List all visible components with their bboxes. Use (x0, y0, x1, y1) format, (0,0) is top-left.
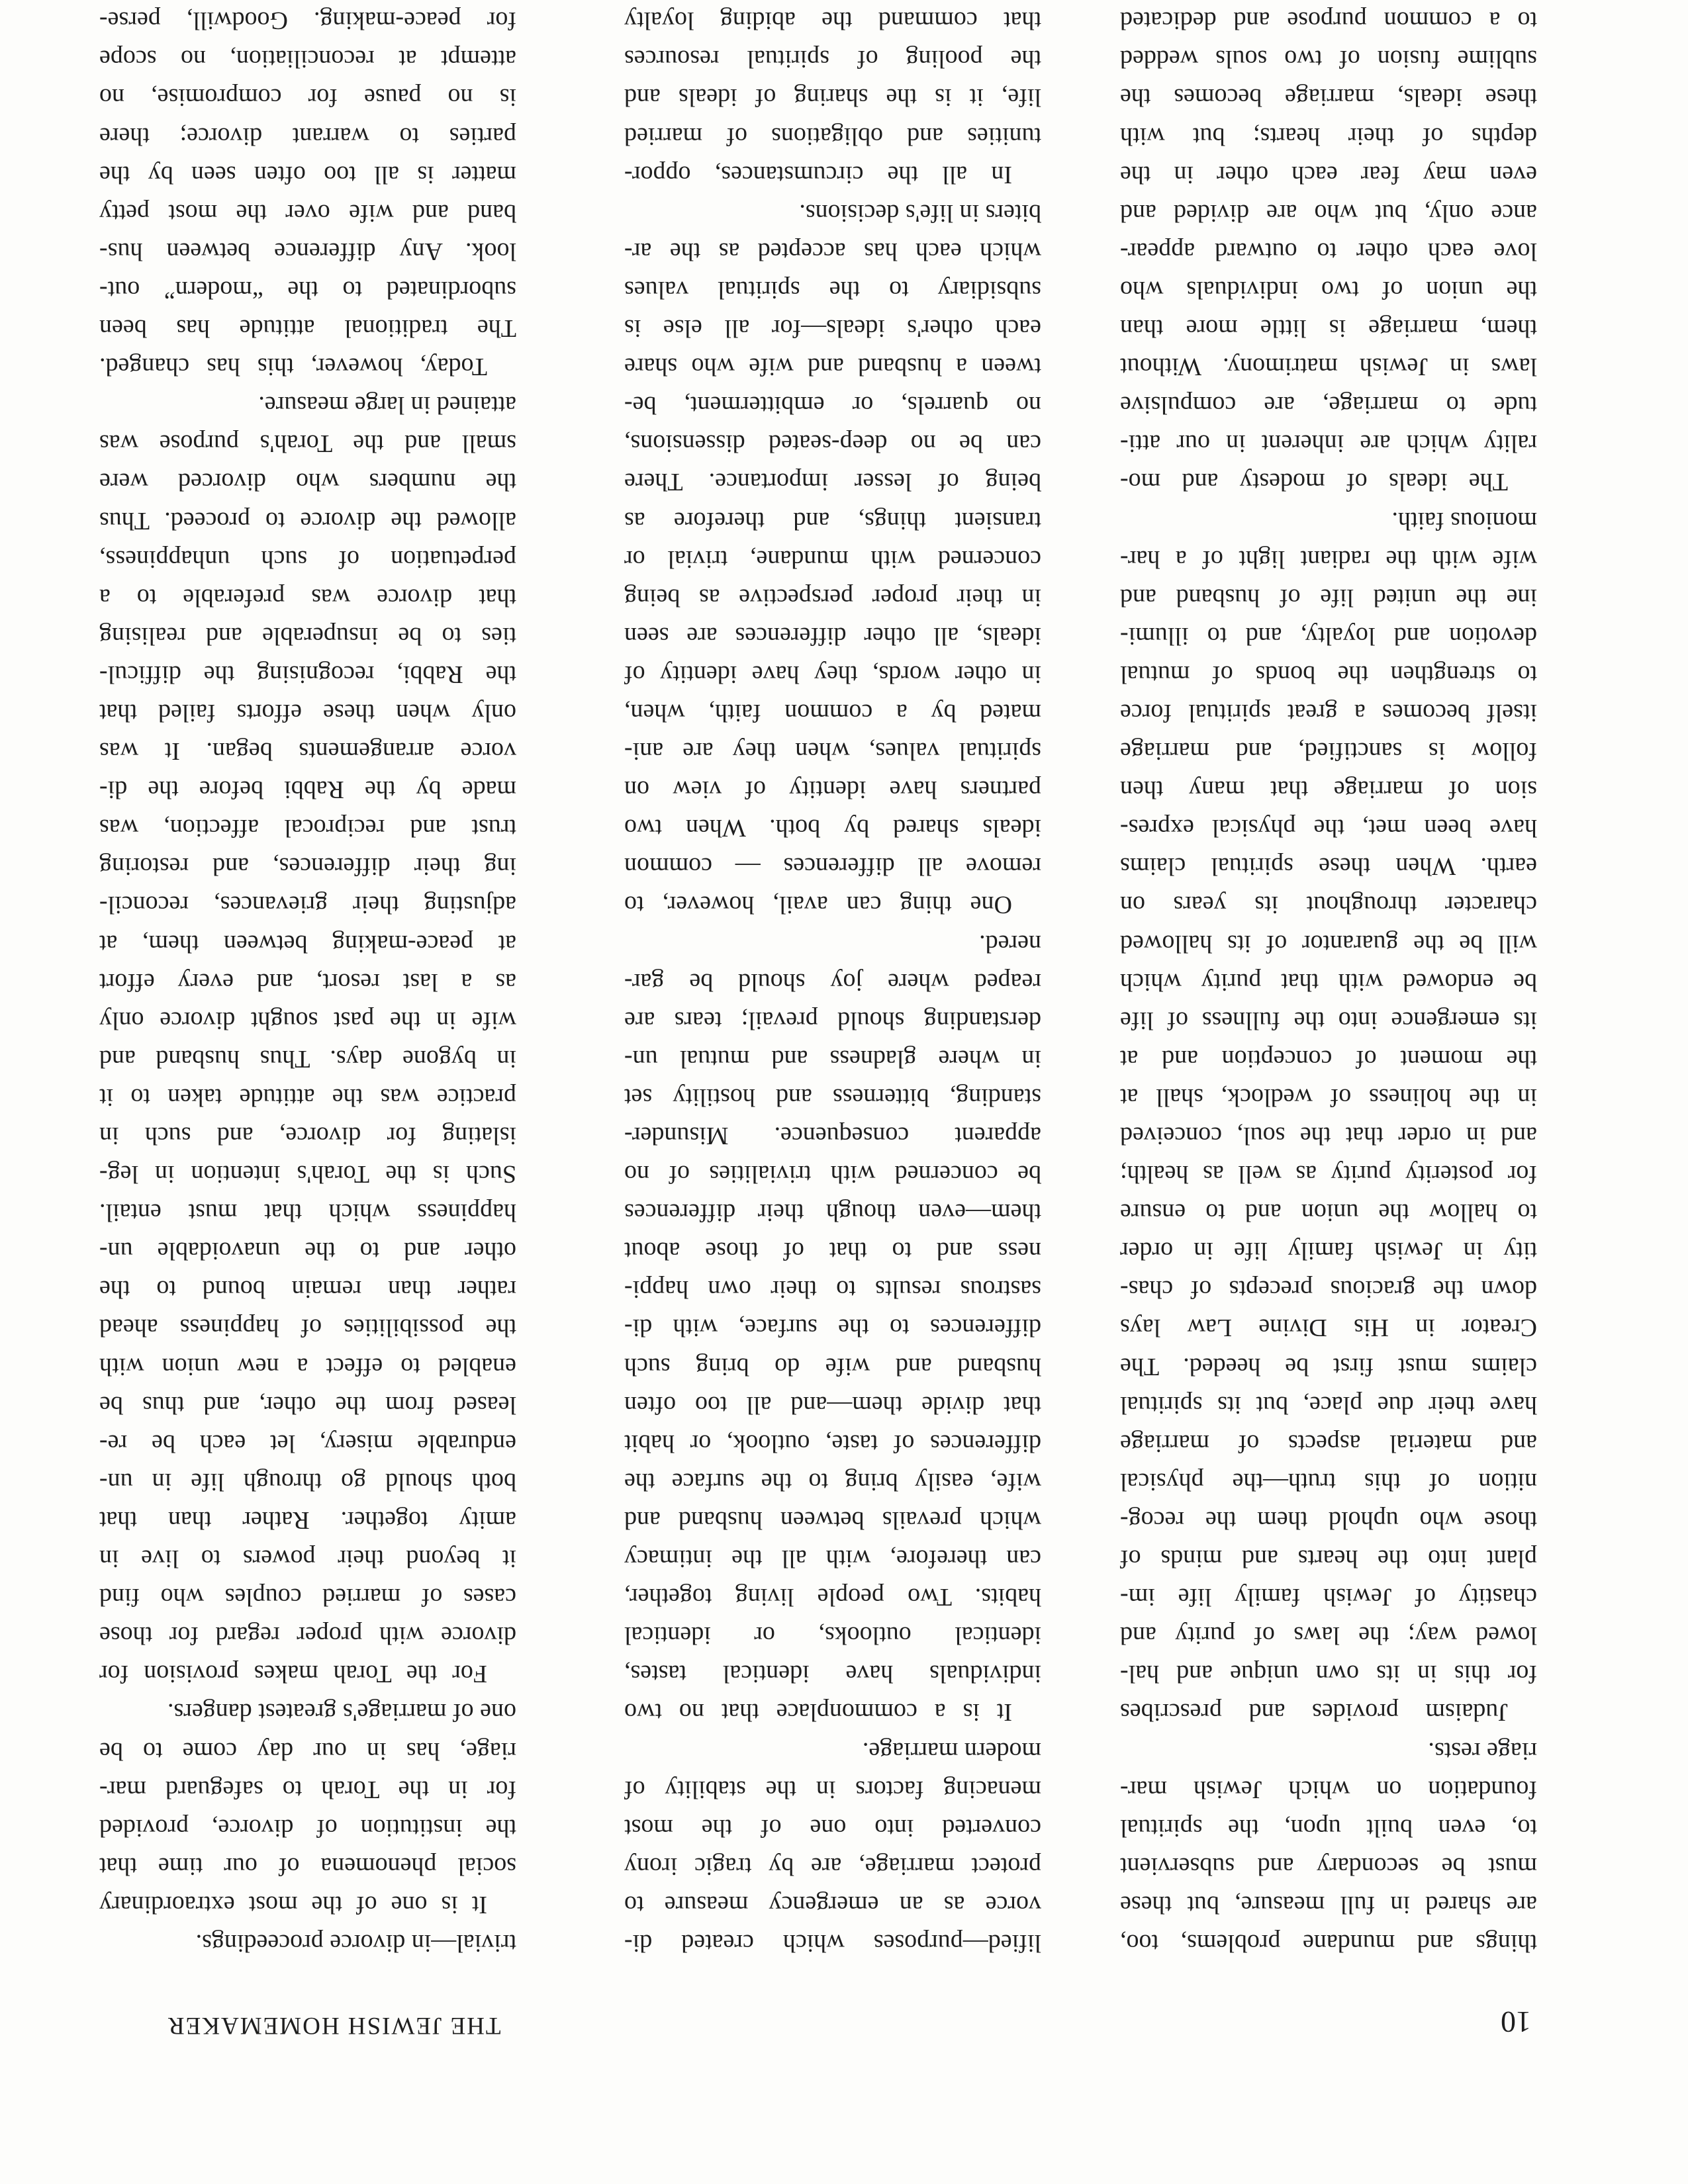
text-line: happiness which that must entail. (99, 1199, 516, 1227)
text-line: made by the Rabbi before the di- (99, 776, 516, 804)
text-line: trust and reciprocal affection, was (99, 814, 516, 842)
text-line: in the holiness of wedlock, shall at (1120, 1083, 1537, 1111)
text-line: one of marriage's greatest dangers. (167, 1698, 516, 1727)
text-line: tunities and obligations of married (624, 122, 1041, 150)
text-line: One thing can avail, however, to (624, 891, 1012, 919)
text-line: subsidiary to the spiritual values (624, 275, 1041, 304)
text-line: the union of two individuals who (1120, 275, 1537, 304)
text-line: the numbers who divorced were (99, 468, 516, 496)
text-line: ideals shared by both. When two (624, 814, 1041, 842)
text-line: claims must first be heeded. The (1120, 1352, 1537, 1381)
text-line: its emergence into the fullness of life (1120, 1006, 1537, 1034)
text-line: apparent consequence. Misunder- (624, 1122, 1041, 1150)
text-line: derstanding should prevail; tears are (624, 1006, 1041, 1034)
text-line: depths of their hearts; but with (1120, 122, 1537, 150)
text-line: adjusting their grievances, reconcil- (99, 891, 516, 919)
text-line: life, it is the sharing of ideals and (624, 83, 1041, 112)
text-line: devotion and loyalty, and to illumi- (1120, 621, 1537, 650)
text-line: down the gracious precepts of chas- (1120, 1275, 1537, 1304)
text-line: For the Torah makes provision for (99, 1660, 487, 1688)
text-line: to hallow the union and to ensure (1120, 1199, 1537, 1227)
text-line: sion of marriage that many then (1120, 776, 1537, 804)
text-line: Judaism provides and prescribes (1120, 1698, 1508, 1727)
text-line: riage rests. (1428, 1737, 1537, 1765)
text-line: trivial—in divorce proceedings. (195, 1929, 516, 1957)
text-line: the Rabbi, recognising the difficul- (99, 660, 516, 688)
text-line: even may fear each other in the (1120, 160, 1537, 189)
text-line: Creator in His Divine Law lays (1120, 1314, 1537, 1342)
text-line: ing their differences, and restoring (99, 852, 516, 881)
text-line: can be no deep-seated dissensions, (624, 430, 1041, 458)
text-line: parties to warrant divorce; there (99, 122, 516, 150)
text-line: riage, has in our day come to be (99, 1737, 516, 1765)
text-line: look. Any difference between hus- (99, 237, 516, 265)
text-line: wife with the radiant light of a har- (1120, 545, 1537, 573)
text-line: have been met, the physical expres- (1120, 814, 1537, 842)
text-line (624, 0, 1041, 1)
text-line: tude to marriage, are compulsive (1120, 391, 1537, 420)
text-line: ness and to that of those about (624, 1237, 1041, 1265)
text-line: The traditional attitude has been (99, 314, 516, 343)
text-line: being of lesser importance. There (624, 468, 1041, 496)
text-column-right (1120, 0, 1537, 1962)
text-line: endurable misery, let each be re- (99, 1429, 516, 1457)
text-line: allowed the divorce to proceed. Thus (99, 506, 516, 535)
text-line: converted into one of the most (624, 1813, 1041, 1842)
text-line: the pooling of spiritual resources (624, 45, 1041, 73)
text-line: to strengthen the bonds of mutual (1120, 660, 1537, 688)
text-line: foundation on which Jewish mar- (1120, 1775, 1537, 1803)
text-line: the moment of conception and at (1120, 1044, 1537, 1073)
text-line: other and to the unavoidable un- (99, 1237, 516, 1265)
text-line (99, 0, 516, 1)
text-line: for peace-making. Goodwill, perse- (99, 7, 516, 35)
text-line: monious faith. (1391, 506, 1537, 535)
text-line: in other words, they have identity of (624, 660, 1041, 688)
text-line: vorce arrangements began. It was (99, 737, 516, 766)
text-line: mated by a common faith, when, (624, 699, 1041, 727)
text-line: habits. Two people living together, (624, 1583, 1041, 1612)
text-line: identical outlooks, or identical (624, 1621, 1041, 1650)
text-line: cases of married couples who find (99, 1583, 516, 1612)
text-line: things and mundane problems, too, (1120, 1929, 1537, 1957)
text-line: in bygone days. Thus husband and (99, 1044, 516, 1073)
text-line: laws in Jewish matrimony. Without (1120, 353, 1537, 381)
text-line: enabled to effect a new union with (99, 1352, 516, 1381)
running-head: THE JEWISH HOMEMAKER (167, 2012, 501, 2039)
text-line: differences of taste, outlook, or habit (624, 1429, 1041, 1457)
text-line: It is one of the most extraordinary (99, 1890, 487, 1919)
text-line: divorce with proper regard for those (99, 1621, 516, 1650)
text-line: and in order that the soul, conceived (1120, 1122, 1537, 1150)
text-line: husband and wife do bring such (624, 1352, 1041, 1381)
text-line: have their due place, but its spiritual (1120, 1390, 1537, 1419)
text-line: the institution of divorce, provided (99, 1813, 516, 1842)
text-line: and material aspects of marriage (1120, 1429, 1537, 1457)
text-line: those who uphold them the recog- (1120, 1506, 1537, 1534)
text-line: them, marriage is little more than (1120, 314, 1537, 343)
text-line: ine the united life of husband and (1120, 583, 1537, 612)
text-line: in their proper perspective as being (624, 583, 1041, 612)
text-line: these ideals, marriage becomes the (1120, 83, 1537, 112)
text-line: remove all differences — common (624, 852, 1041, 881)
text-line: as a last resort, and every effort (99, 968, 516, 996)
text-line: reaped where joy should be gar- (624, 968, 1041, 996)
text-line: attempt at reconciliation, no scope (99, 45, 516, 73)
text-line: follow is sanctified, and marriage (1120, 737, 1537, 766)
text-line: biters in life's decisions. (799, 199, 1041, 227)
text-line: leased from the other, and thus be (99, 1390, 516, 1419)
text-line: each other's ideals—for all else is (624, 314, 1041, 343)
text-line: in where gladness and mutual un- (624, 1044, 1041, 1073)
text-line: transient things, and therefore as (624, 506, 1041, 535)
text-line: chastity of Jewish family life im- (1120, 1583, 1537, 1612)
text-line: is no pause for compromise, no (99, 83, 516, 112)
text-line: subordinated to the “modern” out- (99, 275, 516, 304)
text-line: for in the Torah to safeguard mar- (99, 1775, 516, 1803)
text-line: In all the circumstances, oppor- (624, 160, 1012, 189)
text-line: that divorce was preferable to a (99, 583, 516, 612)
text-line: for posterity purity as well as health; (1120, 1160, 1537, 1189)
text-line: ties to be insuperable and realising (99, 621, 516, 650)
page-number: 10 (1501, 2005, 1531, 2039)
text-line: nition of this truth—the physical (1120, 1467, 1537, 1496)
text-line: concerned with mundane, trivial or (624, 545, 1041, 573)
text-line: social phenomena of our time that (99, 1852, 516, 1880)
text-line: that command the abiding loyalty (624, 7, 1041, 35)
text-line: vorce as an emergency measure to (624, 1890, 1041, 1919)
text-column-left (99, 0, 516, 1962)
text-line: Today, however, this has changed. (99, 353, 487, 381)
text-line: itself becomes a great spiritual force (1120, 699, 1537, 727)
text-line: wife in the past sought divorce only (99, 1006, 516, 1034)
text-line: character throughout its years on (1120, 891, 1537, 919)
text-line: at peace-making between them, at (99, 929, 516, 958)
text-line: must be secondary and subservient (1120, 1852, 1537, 1880)
text-line: differences to the surface, with di- (624, 1314, 1041, 1342)
text-line: wife, easily bring to the surface the (624, 1467, 1041, 1496)
text-line: matter is all too often seen by the (99, 160, 516, 189)
text-line: can therefore, with all the intimacy (624, 1545, 1041, 1573)
text-line: them—even though their differences (624, 1199, 1041, 1227)
text-line: partners have identity of view on (624, 776, 1041, 804)
text-line: protect marriage, are by tragic irony (624, 1852, 1041, 1880)
text-line: The ideals of modesty and mo- (1120, 468, 1508, 496)
text-line: attained in large measure. (258, 391, 516, 420)
text-line: lowed way; the laws of purity and (1120, 1621, 1537, 1650)
text-line: rather than remain bound to the (99, 1275, 516, 1304)
text-line: the possibilities of happiness ahead (99, 1314, 516, 1342)
text-line: be concerned with trivialities of no (624, 1160, 1041, 1189)
text-line: band and wife over the most petty (99, 199, 516, 227)
text-line: sastrous results to their own happi- (624, 1275, 1041, 1304)
text-line: tity in Jewish family life in order (1120, 1237, 1537, 1265)
text-line: only when these efforts failed that (99, 699, 516, 727)
text-line: ideals, all other differences are seen (624, 621, 1041, 650)
text-line: nered. (979, 929, 1041, 958)
text-line: it beyond their powers to live in (99, 1545, 516, 1573)
text-line: Such is the Torah's intention in leg- (99, 1160, 516, 1189)
text-line: individuals have identical tastes, (624, 1660, 1041, 1688)
text-line: no quarrels, or embitterment, be- (624, 391, 1041, 420)
text-line: plant into the hearts and minds of (1120, 1545, 1537, 1573)
text-line: tween a husband and wife who share (624, 353, 1041, 381)
text-line: rality which are inherent in our atti- (1120, 430, 1537, 458)
text-line: be endowed with that purity which (1120, 968, 1537, 996)
text-line: modern marriage. (862, 1737, 1041, 1765)
text-line: to a common purpose and dedicated (1120, 7, 1537, 35)
text-line: menacing factors in the stability of (624, 1775, 1041, 1803)
text-line: lified—purposes which created di- (624, 1929, 1041, 1957)
text-line: It is a commonplace that no two (624, 1698, 1012, 1727)
text-line: will be the guarantor of its hallowed (1120, 929, 1537, 958)
text-line: that divide them—and all too often (624, 1390, 1041, 1419)
text-line: which each has accepted as the ar- (624, 237, 1041, 265)
text-line: amity together. Rather than that (99, 1506, 516, 1534)
text-line: spiritual values, when they are ani- (624, 737, 1041, 766)
text-line: sublime fusion of two souls wedded (1120, 45, 1537, 73)
text-line: perpetuation of such unhappiness, (99, 545, 516, 573)
text-line: earth. When these spiritual claims (1120, 852, 1537, 881)
text-line: small and the Torah's purpose was (99, 430, 516, 458)
text-line: love each other to outward appear- (1120, 237, 1537, 265)
text-line: islating for divorce, and such in (99, 1122, 516, 1150)
text-line: are shared in full measure, but these (1120, 1890, 1537, 1919)
text-column-middle (624, 0, 1041, 1962)
text-line: to, even built upon, the spiritual (1120, 1813, 1537, 1842)
text-line: which prevails between husband and (624, 1506, 1041, 1534)
text-line: practice was the attitude taken to it (99, 1083, 516, 1111)
text-line: both should go through life in un- (99, 1467, 516, 1496)
text-line: standing, bitterness and hostility set (624, 1083, 1041, 1111)
text-line: ance only, but who are divided and (1120, 199, 1537, 227)
text-line: for this in its own unique and hal- (1120, 1660, 1537, 1688)
